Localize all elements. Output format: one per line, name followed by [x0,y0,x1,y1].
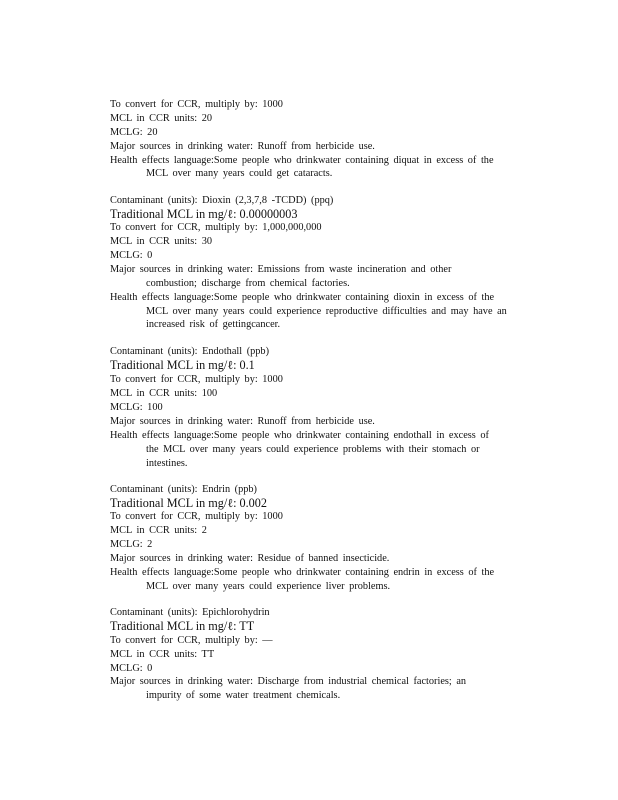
mclg-line: MCLG: 20 [110,127,158,138]
health-effects-line: Health effects language:Some people who drinkwater containing endrin in excess of the [110,567,495,578]
mcl-ccr-line: MCL in CCR units: 2 [110,525,207,536]
mcl-ccr-line: MCL in CCR units: 20 [110,113,213,124]
traditional-mcl-line: Traditional MCL in mg/ℓ: 0.1 [110,358,255,372]
health-effects-line: Health effects language:Some people who drinkwater containing diquat in excess of the [110,155,494,166]
major-sources-line: Major sources in drinking water: Residue of banned insecticide. [110,553,390,564]
contaminant-heading: Contaminant (units): Dioxin (2,3,7,8 -TCDD) (ppq) [110,195,334,206]
traditional-mcl-line: Traditional MCL in mg/ℓ: TT [110,619,255,633]
health-effects-line: Health effects language:Some people who drinkwater containing endothall in excess of [110,430,489,441]
major-sources-continuation: impurity of some water treatment chemicals. [146,690,341,701]
traditional-mcl-line: Traditional MCL in mg/ℓ: 0.002 [110,496,267,510]
health-effects-continuation: MCL over many years could experience liver problems. [146,581,391,592]
mclg-line: MCLG: 0 [110,663,153,674]
major-sources-line: Major sources in drinking water: Runoff from herbicide use. [110,416,375,427]
health-effects-continuation: intestines. [146,458,188,469]
major-sources-line: Major sources in drinking water: Emissions from waste incineration and other [110,264,452,275]
mcl-ccr-line: MCL in CCR units: 100 [110,388,218,399]
health-effects-continuation: the MCL over many years could experience problems with their stomach or [146,444,480,455]
conversion-factor-line: To convert for CCR, multiply by: — [110,635,273,646]
conversion-factor-line: To convert for CCR, multiply by: 1,000,000,000 [110,222,322,233]
contaminant-heading: Contaminant (units): Epichlorohydrin [110,607,270,618]
health-effects-continuation: MCL over many years could get cataracts. [146,168,333,179]
mclg-line: MCLG: 100 [110,402,163,413]
major-sources-line: Major sources in drinking water: Runoff from herbicide use. [110,141,375,152]
mcl-ccr-line: MCL in CCR units: 30 [110,236,213,247]
major-sources-line: Major sources in drinking water: Discharge from industrial chemical factories; an [110,676,467,687]
conversion-factor-line: To convert for CCR, multiply by: 1000 [110,374,283,385]
mcl-ccr-line: MCL in CCR units: TT [110,649,215,660]
mclg-line: MCLG: 2 [110,539,153,550]
traditional-mcl-line: Traditional MCL in mg/ℓ: 0.00000003 [110,207,298,221]
major-sources-continuation: combustion; discharge from chemical factories. [146,278,350,289]
health-effects-continuation: MCL over many years could experience reproductive difficulties and may have an [146,306,507,317]
conversion-factor-line: To convert for CCR, multiply by: 1000 [110,511,283,522]
health-effects-line: Health effects language:Some people who drinkwater containing dioxin in excess of the [110,292,495,303]
contaminant-heading: Contaminant (units): Endothall (ppb) [110,346,270,357]
health-effects-continuation: increased risk of gettingcancer. [146,319,281,330]
conversion-factor-line: To convert for CCR, multiply by: 1000 [110,99,283,110]
contaminant-heading: Contaminant (units): Endrin (ppb) [110,484,257,495]
mclg-line: MCLG: 0 [110,250,153,261]
